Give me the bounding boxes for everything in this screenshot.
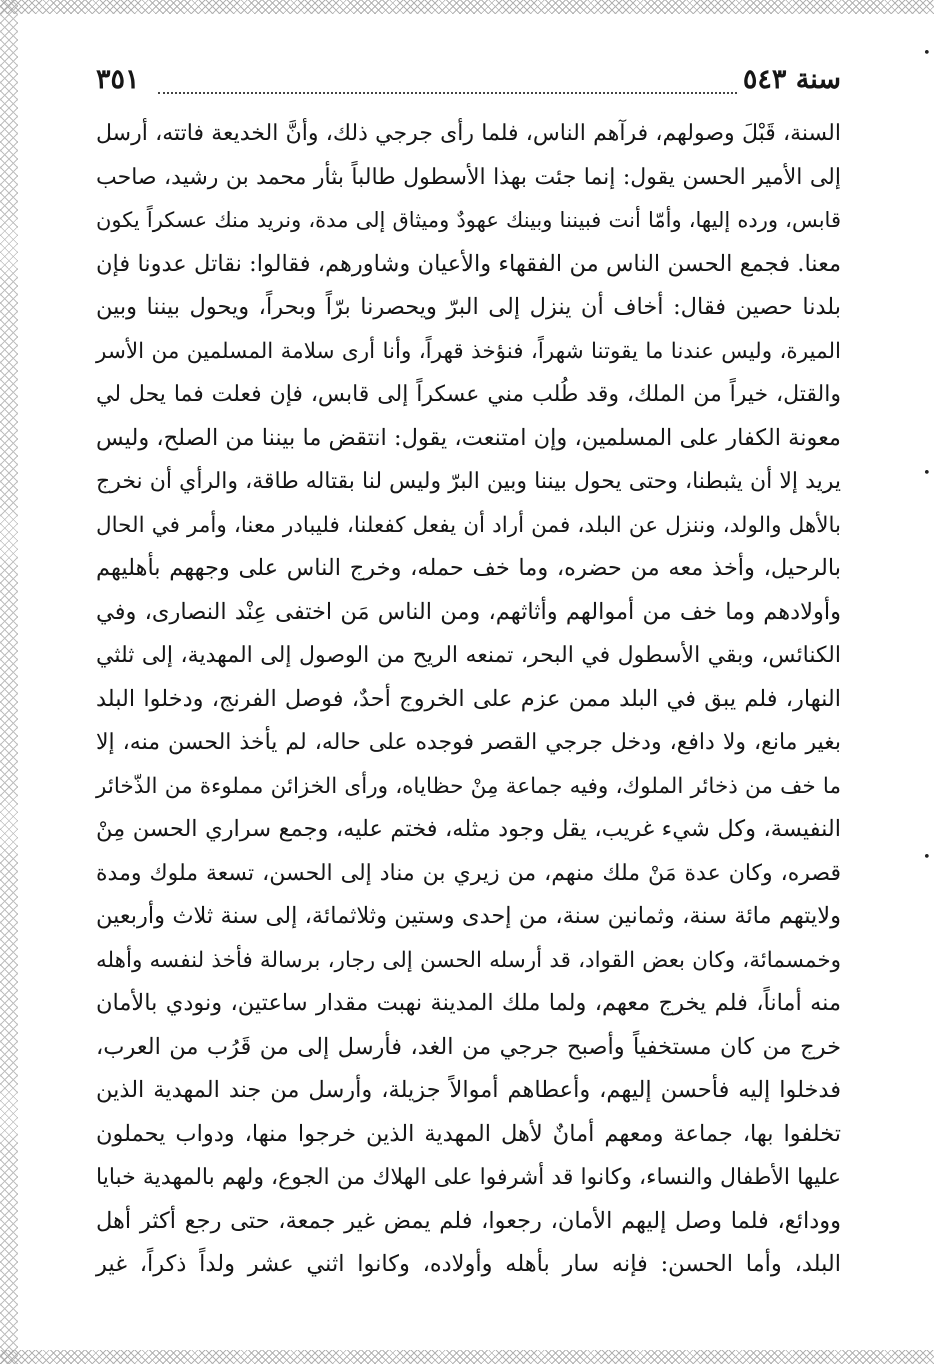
text-line: وأولادهم وما خف من أموالهم وأثاثهم، ومن الناس مَن اختفى عِنْد النصارى، وفي (96, 598, 841, 625)
text-line: إلى الأمير الحسن يقول: إنما جئت بهذا الأسطول طالباً بثأر محمد بن رشيد، صاحب (96, 164, 841, 190)
year-heading: سنة ٥٤٣ (742, 64, 841, 95)
text-line: والقتل، خيراً من الملك، وقد طُلب مني عسكراً إلى قابس، فإن فعلت فما يحل لي (96, 382, 841, 407)
text-line: فدخلوا إليه فأحسن إليهم، وأعطاهم أموالاً جزيلة، وأرسل من جند المهدية الذين (96, 1077, 841, 1103)
decorative-border-top (0, 0, 934, 14)
text-line: يريد إلا أن يثبطنا، وحتى يحول بيننا وبين البرّ وليس لنا بقتاله طاقة، والرأي أن نخرج (96, 469, 841, 494)
text-line: عليها الأطفال والنساء، وكانوا قد أشرفوا على الهلاك من الجوع، ولهم بالمهدية خبايا (96, 1165, 841, 1190)
text-line: قصره، وكان عدة مَنْ ملك منهم، من زيري بن مناد إلى الحسن، تسعة ملوك ومدة (96, 860, 841, 886)
text-line: الميرة، وليس عندنا ما يقوتنا شهراً، فنؤخذ قهراً، وأنا أرى سلامة المسلمين من الأسر (96, 338, 841, 364)
text-line: الكنائس، وبقي الأسطول في البحر، تمنعه الريح من الوصول إلى المهدية، إلى ثلثي (96, 643, 841, 668)
header-dotted-leader (158, 92, 737, 94)
text-line: بالأهل والولد، وننزل عن البلد، فمن أراد أن يفعل كفعلنا، فليبادر معنا، وأمر في الحال (96, 512, 841, 538)
text-line: معونة الكفار على المسلمين، وإن امتنعت، يقول: انتقض ما بيننا من الصلح، وليس (96, 424, 841, 451)
text-line: البلد، وأما الحسن: فإنه سار بأهله وأولاده، وكانوا اثني عشر ولداً ذكراً، غير (96, 1251, 841, 1277)
text-line: خرج من كان مستخفياً وأصبح جرجي من الغد، فأرسل إلى من قَرُب من العرب، (96, 1033, 841, 1060)
body-text (96, 112, 841, 1287)
text-line: بغير مانع، ولا دافع، ودخل جرجي القصر فوجده على حاله، لم يأخذ الحسن منه، إلا (96, 730, 841, 755)
text-line: منه أماناً، فلم يخرج معهم، ولما ملك المدينة نهبت مقدار ساعتين، ونودي بالأمان (96, 990, 841, 1016)
text-line: تخلفوا بها، جماعة ومعهم أمانٌ لأهل المهدية الذين خرجوا منها، ودواب يحملون (96, 1120, 841, 1147)
text-line: بالرحيل، وأخذ معه من حضره، وما خف حمله، وخرج الناس على وجههم بأهليهم (96, 555, 841, 581)
text-line: النهار، فلم يبق في البلد ممن عزم على الخروج أحدٌ، فوصل الفرنج، ودخلوا البلد (96, 685, 841, 712)
decorative-border-bottom (0, 1350, 934, 1364)
text-line: قابس، ورده إليها، وأمّا أنت فبيننا وبينك عهودٌ وميثاق إلى مدة، ونريد منك عسكراً يكون (96, 208, 841, 232)
text-line: النفيسة، وكل شيء غريب، يقل وجود مثله، فختم عليه، وجمع سراري الحسن مِنْ (96, 816, 841, 842)
text-line: وودائع، فلما وصل إليهم الأمان، رجعوا، فلم يمض غير جمعة، حتى رجع أكثر أهل (96, 1207, 841, 1234)
margin-dot-icon: • (923, 850, 931, 865)
page-number: ٣٥١ (96, 64, 140, 95)
margin-dot-icon: • (923, 46, 931, 61)
decorative-border-left (0, 0, 18, 1364)
text-line: ولايتهم مائة سنة، وثمانين سنة، من إحدى وستين وثلاثمائة، إلى سنة ثلاث وأربعين (96, 903, 841, 929)
text-line: السنة، قَبْلَ وصولهم، فرآهم الناس، فلما رأى جرجي ذلك، وأنَّ الخديعة فاتته، أرسل (96, 121, 841, 146)
text-line: بلدنا حصين فقال: أخاف أن ينزل إلى البرّ ويحصرنا برّاً وبحراً، ويحول بيننا وبين (96, 294, 841, 320)
text-line: وخمسمائة، وكان بعض القواد، قد أرسله الحسن إلى رجار، برسالة فأخذ لنفسه وأهله (96, 947, 841, 973)
text-line: ما خف من ذخائر الملوك، وفيه جماعة مِنْ حظاياه، ورأى الخزائن مملوءة من الذّخائر (96, 773, 841, 799)
text-line: معنا. فجمع الحسن الناس من الفقهاء والأعيان وشاورهم، فقالوا: نقاتل عدونا فإن (96, 250, 841, 277)
running-header (96, 64, 841, 106)
margin-dot-icon: • (923, 466, 931, 481)
